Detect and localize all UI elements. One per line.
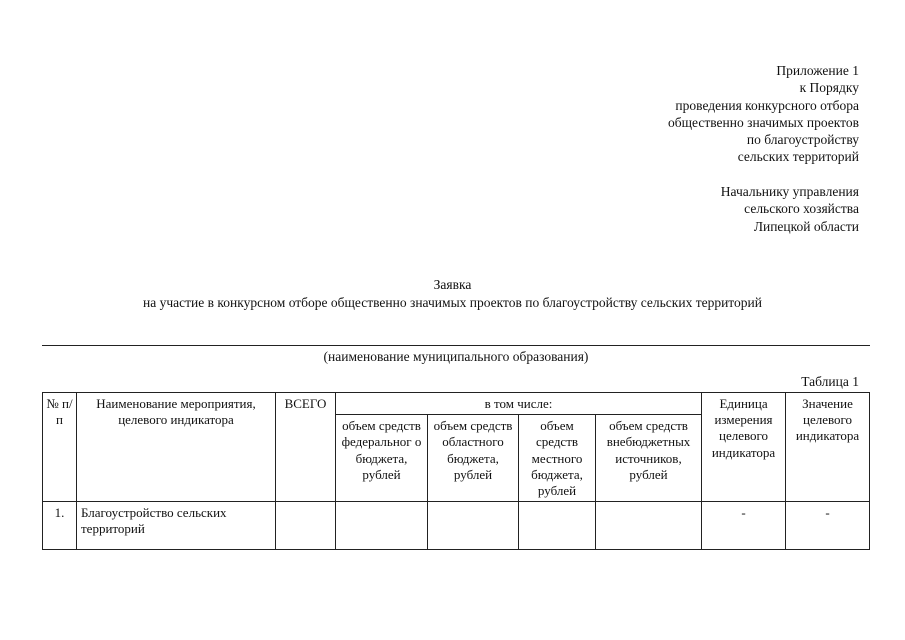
addressee-line: сельского хозяйства (744, 201, 859, 217)
addressee-block (721, 183, 859, 235)
header-including: в том числе: (336, 393, 702, 415)
appendix-line: к Порядку (799, 80, 859, 96)
addressee-line: Начальнику управления (720, 184, 859, 199)
title-subheading: на участие в конкурсном отборе общественно значимых проектов по благоустройству сельских территорий (143, 294, 762, 310)
table-header-row (43, 393, 870, 415)
appendix-line: Приложение 1 (776, 63, 859, 78)
title-heading: Заявка (433, 277, 472, 292)
cell-local (519, 502, 596, 550)
header-regional: объем средств областного бюджета, рублей (428, 415, 519, 502)
header-federal: объем средств федеральног о бюджета, рублей (336, 415, 428, 502)
appendix-line: общественно значимых проектов (668, 114, 859, 130)
header-unit: Единица измерения целевого индикатора (702, 393, 786, 502)
table-number: Таблица 1 (801, 374, 859, 389)
cell-num: 1. (43, 502, 77, 550)
cell-name: Благоустройство сельских территорий (77, 502, 276, 550)
cell-total (276, 502, 336, 550)
cell-extrabudget (596, 502, 702, 550)
municipality-underline (42, 345, 870, 346)
application-table (42, 392, 870, 550)
header-num: № п/п (43, 393, 77, 502)
cell-value: - (786, 502, 870, 550)
header-name: Наименование мероприятия, целевого индикатора (77, 393, 276, 502)
appendix-block (668, 62, 859, 166)
appendix-line: сельских территорий (737, 149, 859, 165)
municipality-caption: (наименование муниципального образования) (323, 349, 589, 364)
cell-federal (336, 502, 428, 550)
table-row (43, 502, 870, 550)
header-extrabudget: объем средств внебюджетных источников, рублей (596, 415, 702, 502)
header-total: ВСЕГО (276, 393, 336, 502)
header-value: Значение целевого индикатора (786, 393, 870, 502)
document-title (0, 276, 905, 311)
appendix-line: по благоустройству (746, 132, 859, 148)
appendix-line: проведения конкурсного отбора (675, 97, 859, 113)
cell-regional (428, 502, 519, 550)
addressee-line: Липецкой области (753, 218, 859, 234)
cell-unit: - (702, 502, 786, 550)
header-local: объем средств местного бюджета, рублей (519, 415, 596, 502)
